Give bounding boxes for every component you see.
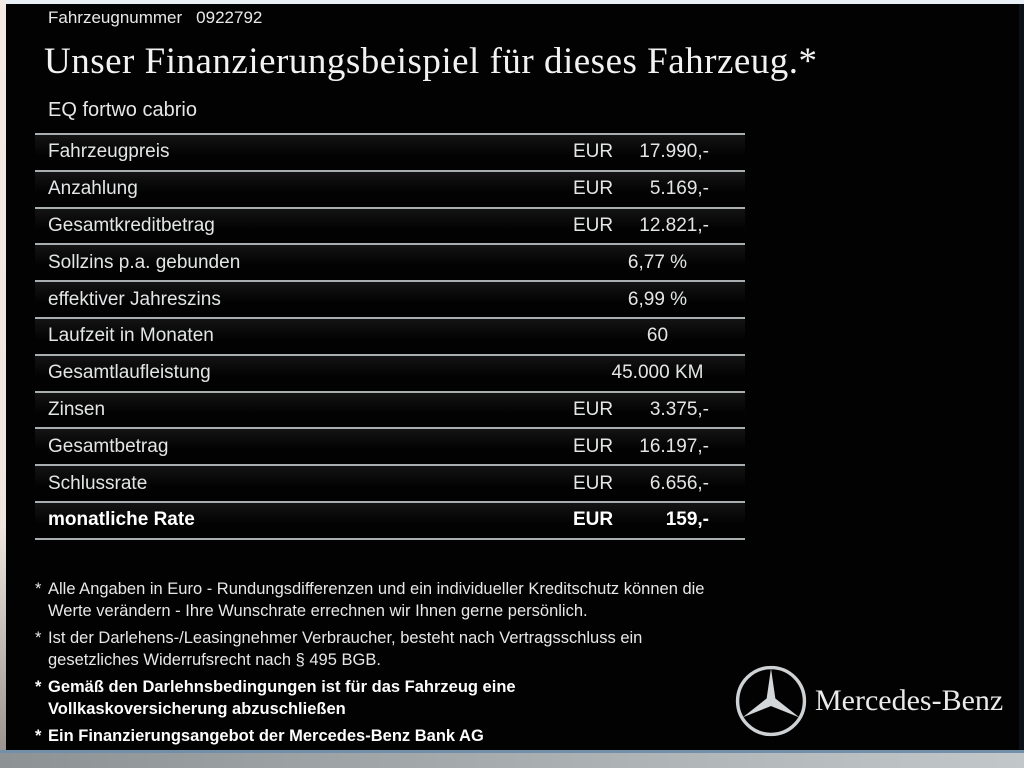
row-label: Gesamtlaufleistung [48, 362, 211, 384]
page-title: Unser Finanzierungsbeispiel für dieses Fahrzeug.* [44, 41, 818, 82]
vehicle-model: EQ fortwo cabrio [48, 99, 197, 121]
row-label: Sollzins p.a. gebunden [48, 251, 241, 273]
financing-table [35, 133, 745, 540]
amount: 5.169,- [649, 178, 709, 200]
frame-edge-left [0, 0, 6, 750]
row-value [570, 215, 745, 237]
amount: 45.000 KM [611, 362, 704, 384]
asterisk-marker: * [35, 678, 42, 696]
currency-code: EUR [573, 398, 614, 420]
row-label: Gesamtkreditbetrag [48, 214, 215, 236]
frame-edge-bottom [0, 750, 1024, 768]
footnote-text: Alle Angaben in Euro - Rundungsdifferenzen und ein individueller Kreditschutz können die Werte verändern - Ihre Wunschrate errechnen wir Ihnen gerne persönlich. [48, 580, 705, 620]
currency-code: EUR [573, 472, 614, 494]
row-value [570, 399, 745, 421]
table-row-monthly-rate [35, 503, 745, 540]
frame-edge-right [1019, 4, 1024, 750]
amount: 6.656,- [649, 472, 709, 494]
row-label: Gesamtbetrag [48, 435, 169, 457]
asterisk-marker: * [35, 727, 42, 745]
asterisk-marker: * [35, 580, 42, 598]
vehicle-number-label: Fahrzeugnummer [48, 8, 183, 27]
row-label: Fahrzeugpreis [48, 141, 170, 163]
row-value [570, 325, 745, 347]
table-row [35, 135, 745, 172]
footnote-text: Ist der Darlehens-/Leasingnehmer Verbraucher, besteht nach Vertragsschluss ein gesetzliches Widerrufsrecht nach § 495 BGB. [48, 629, 643, 669]
amount: 12.821,- [639, 214, 709, 236]
table-row [35, 282, 745, 319]
table-row [35, 209, 745, 246]
row-value [570, 252, 745, 274]
row-label: Zinsen [48, 398, 106, 420]
vehicle-number-value: 0922792 [196, 8, 263, 27]
table-row [35, 172, 745, 209]
currency-code: EUR [573, 141, 614, 163]
row-value [570, 436, 745, 458]
footnote-text: Ein Finanzierungsangebot der Mercedes-Benz Bank AG [48, 727, 484, 745]
row-value [570, 178, 745, 200]
footnotes [35, 578, 704, 752]
vehicle-number [48, 8, 262, 28]
currency-code: EUR [573, 509, 614, 531]
footnote-text: Gemäß den Darlehnsbedingungen ist für das Fahrzeug eine Vollkaskoversicherung abzuschließen [48, 678, 516, 718]
footnote-insurance [35, 676, 704, 720]
table-row [35, 319, 745, 356]
row-label: Schlussrate [48, 472, 148, 494]
table-row [35, 393, 745, 430]
table-row [35, 466, 745, 503]
row-label: effektiver Jahreszins [48, 288, 221, 310]
table-row [35, 356, 745, 393]
footnote-rounding [35, 578, 704, 622]
amount: 159,- [665, 509, 709, 531]
mercedes-star-icon [733, 663, 809, 739]
brand-wordmark: Mercedes-Benz [815, 684, 1004, 717]
table-row [35, 429, 745, 466]
amount: 3.375,- [649, 398, 709, 420]
amount: 16.197,- [639, 435, 709, 457]
footnote-bank-offer [35, 725, 704, 747]
row-value [570, 141, 745, 163]
currency-code: EUR [573, 435, 614, 457]
amount: 6,77 % [627, 251, 688, 273]
row-value [570, 473, 745, 495]
amount: 60 [646, 325, 669, 347]
footnote-withdrawal-right [35, 627, 704, 671]
currency-code: EUR [573, 178, 614, 200]
table-row [35, 245, 745, 282]
amount: 6,99 % [627, 288, 688, 310]
amount: 17.990,- [639, 141, 709, 163]
row-value [570, 509, 745, 531]
currency-code: EUR [573, 214, 614, 236]
row-value [570, 362, 745, 384]
row-value [570, 289, 745, 311]
row-label: Laufzeit in Monaten [48, 325, 214, 347]
row-label: monatliche Rate [48, 509, 195, 531]
asterisk-marker: * [35, 629, 42, 647]
frame-edge-top [0, 0, 1024, 4]
row-label: Anzahlung [48, 178, 138, 200]
